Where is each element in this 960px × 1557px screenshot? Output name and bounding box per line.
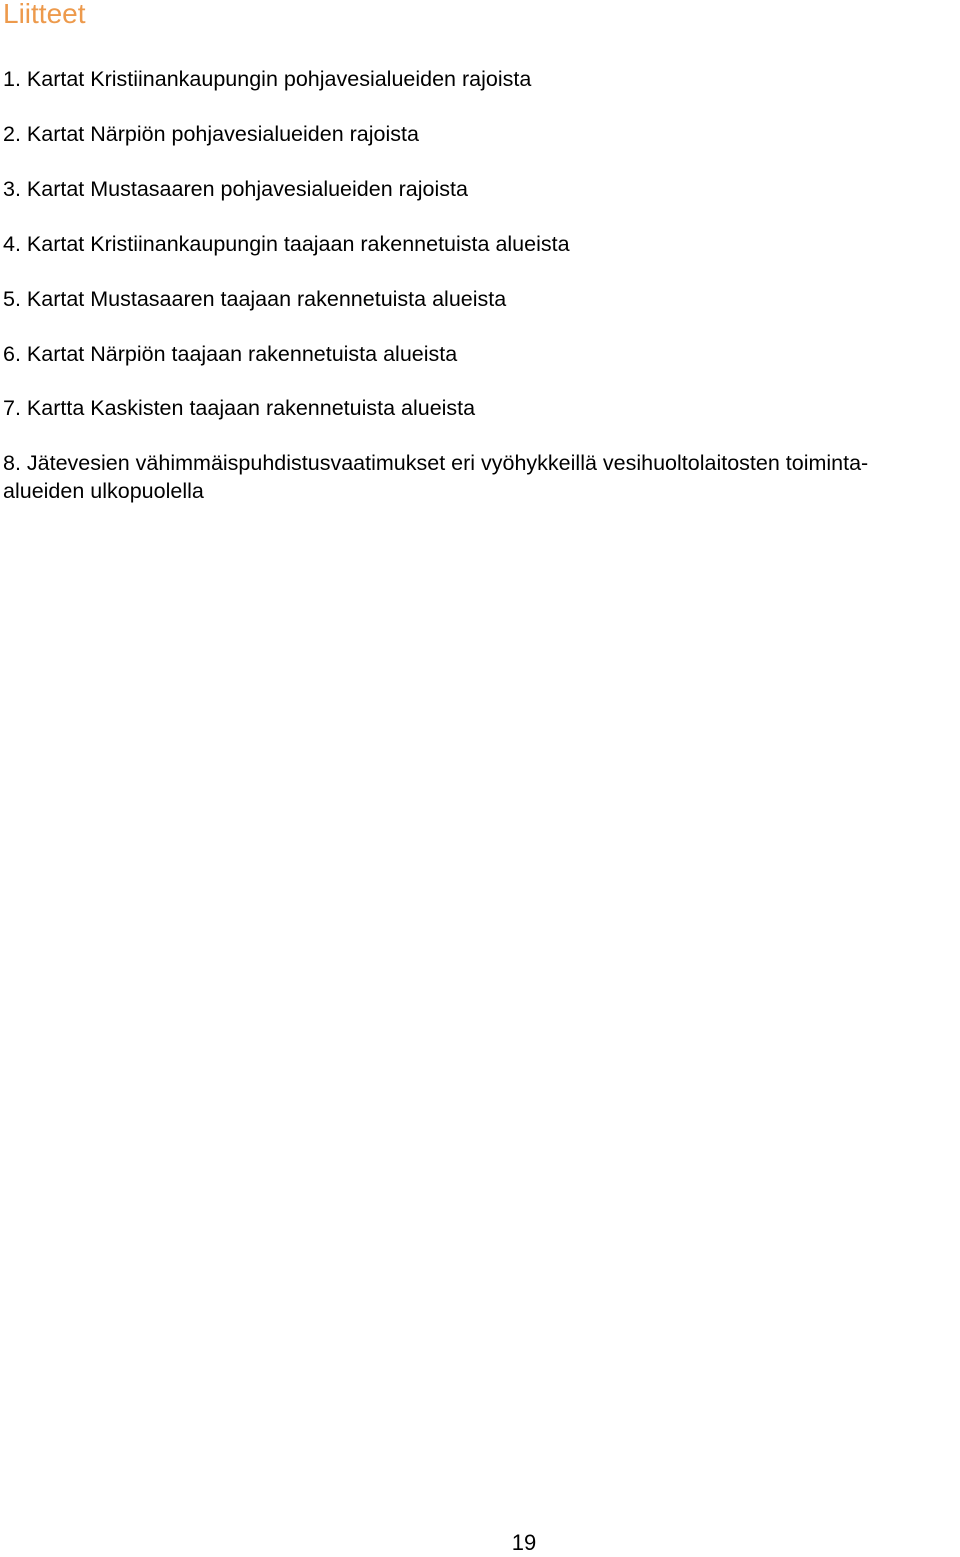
item-number: 1. xyxy=(3,67,21,91)
list-item xyxy=(3,285,959,313)
list-item xyxy=(3,449,959,477)
list-item xyxy=(3,175,959,203)
item-number: 6. xyxy=(3,342,21,366)
item-text: Jätevesien vähimmäispuhdistusvaatimukset eri vyöhykkeillä vesihuoltolaitosten toiminta- xyxy=(26,451,869,475)
item-number: 5. xyxy=(3,287,21,311)
item-text: Kartta Kaskisten taajaan rakennetuista alueista xyxy=(26,396,476,420)
item-text: Kartat Mustasaaren taajaan rakennetuista alueista xyxy=(26,287,507,311)
list-item xyxy=(3,120,959,148)
list-item xyxy=(3,394,959,422)
item-text: Kartat Närpiön pohjavesialueiden rajoista xyxy=(26,122,419,146)
item-number: 4. xyxy=(3,232,21,256)
item-text: Kartat Kristiinankaupungin pohjavesialueiden rajoista xyxy=(26,67,532,91)
page-number: 19 xyxy=(511,1530,537,1555)
list-item xyxy=(3,230,959,258)
item-number: 8. xyxy=(3,451,21,475)
item-number: 2. xyxy=(3,122,21,146)
item-text-line2: alueiden ulkopuolella xyxy=(3,479,204,503)
page-title: Liitteet xyxy=(3,0,86,29)
list-item xyxy=(3,65,959,93)
item-text: Kartat Mustasaaren pohjavesialueiden rajoista xyxy=(26,177,468,201)
list-item xyxy=(3,340,959,368)
item-text: Kartat Kristiinankaupungin taajaan rakennetuista alueista xyxy=(26,232,570,256)
item-text: Kartat Närpiön taajaan rakennetuista alueista xyxy=(26,342,458,366)
list-item-continuation xyxy=(3,477,959,505)
item-number: 7. xyxy=(3,396,21,420)
item-number: 3. xyxy=(3,177,21,201)
